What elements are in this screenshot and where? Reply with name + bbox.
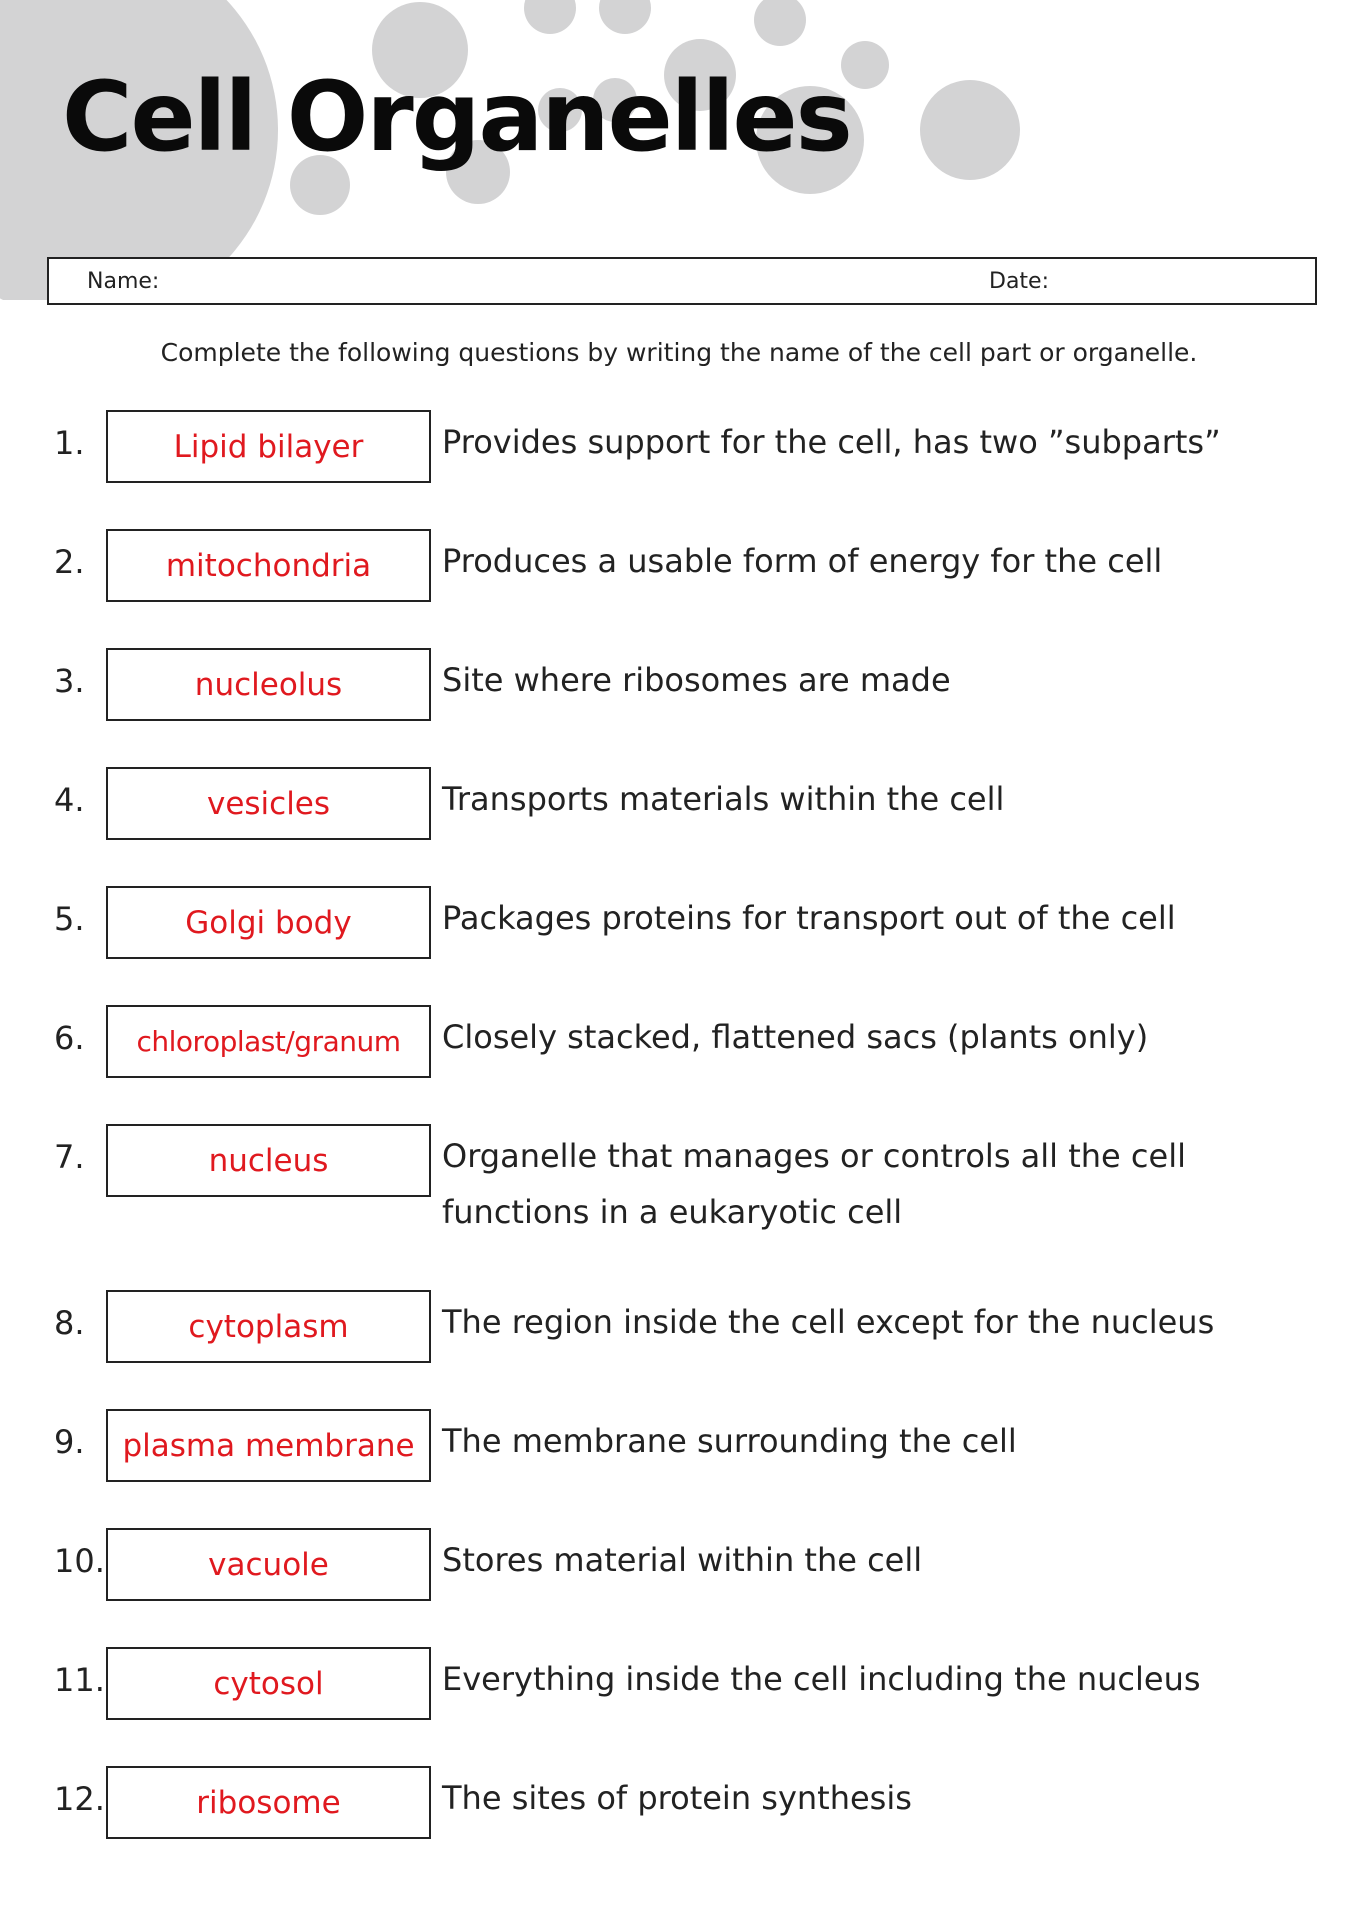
answer-box[interactable] xyxy=(106,1005,431,1078)
answer-text: Lipid bilayer xyxy=(173,428,364,465)
answer-box[interactable] xyxy=(106,886,431,959)
question-number: 5. xyxy=(54,900,85,938)
date-label: Date: xyxy=(989,269,1049,294)
question-number: 6. xyxy=(54,1019,85,1057)
question-row xyxy=(0,767,1358,887)
answer-box[interactable] xyxy=(106,1766,431,1839)
answer-box[interactable] xyxy=(106,1647,431,1720)
question-number: 3. xyxy=(54,662,85,700)
question-row xyxy=(0,1290,1358,1410)
answer-box[interactable] xyxy=(106,767,431,840)
answer-text: vesicles xyxy=(206,785,331,822)
answer-text: nucleolus xyxy=(194,666,343,703)
answer-text: nucleus xyxy=(208,1142,329,1179)
question-row xyxy=(0,529,1358,649)
answer-text: cytoplasm xyxy=(188,1308,349,1345)
question-number: 12. xyxy=(54,1780,105,1818)
question-row xyxy=(0,410,1358,530)
answer-box[interactable] xyxy=(106,1528,431,1601)
question-description: Provides support for the cell, has two ”subparts” xyxy=(442,423,1221,461)
name-label: Name: xyxy=(87,269,160,294)
question-number: 7. xyxy=(54,1138,85,1176)
question-number: 1. xyxy=(54,424,85,462)
question-description: The membrane surrounding the cell xyxy=(442,1422,1017,1460)
answer-box[interactable] xyxy=(106,1290,431,1363)
question-description: Closely stacked, flattened sacs (plants only) xyxy=(442,1018,1149,1056)
question-number: 11. xyxy=(54,1661,105,1699)
question-number: 10. xyxy=(54,1542,105,1580)
question-description: Transports materials within the cell xyxy=(442,780,1005,818)
answer-text: mitochondria xyxy=(165,547,372,584)
question-row xyxy=(0,1409,1358,1529)
answer-box[interactable] xyxy=(106,648,431,721)
answer-text: cytosol xyxy=(213,1665,324,1702)
question-row xyxy=(0,1528,1358,1648)
answer-text: Golgi body xyxy=(185,904,352,941)
question-number: 4. xyxy=(54,781,85,819)
question-description: Site where ribosomes are made xyxy=(442,661,951,699)
answer-box[interactable] xyxy=(106,529,431,602)
answer-box[interactable] xyxy=(106,1124,431,1197)
answer-box[interactable] xyxy=(106,1409,431,1482)
page-title: Cell Organelles xyxy=(62,61,851,173)
answer-text: plasma membrane xyxy=(122,1427,415,1464)
question-number: 2. xyxy=(54,543,85,581)
question-row xyxy=(0,1124,1358,1244)
question-description: Organelle that manages or controls all the cell functions in a eukaryotic cell xyxy=(442,1137,1186,1231)
question-row xyxy=(0,1766,1358,1886)
question-row xyxy=(0,1647,1358,1767)
question-description: Stores material within the cell xyxy=(442,1541,923,1579)
question-description: The region inside the cell except for the nucleus xyxy=(442,1303,1215,1341)
question-description: The sites of protein synthesis xyxy=(442,1779,912,1817)
answer-text: vacuole xyxy=(208,1546,329,1583)
instructions-text: Complete the following questions by writing the name of the cell part or organelle. xyxy=(160,338,1198,367)
question-row xyxy=(0,648,1358,768)
question-row xyxy=(0,1005,1358,1125)
question-description: Produces a usable form of energy for the cell xyxy=(442,542,1163,580)
question-description: Everything inside the cell including the nucleus xyxy=(442,1660,1201,1698)
question-description: Packages proteins for transport out of the cell xyxy=(442,899,1176,937)
question-row xyxy=(0,886,1358,1006)
answer-box[interactable] xyxy=(106,410,431,483)
question-number: 9. xyxy=(54,1423,85,1461)
answer-text: ribosome xyxy=(196,1784,341,1821)
question-number: 8. xyxy=(54,1304,85,1342)
answer-text: chloroplast/granum xyxy=(136,1025,401,1058)
